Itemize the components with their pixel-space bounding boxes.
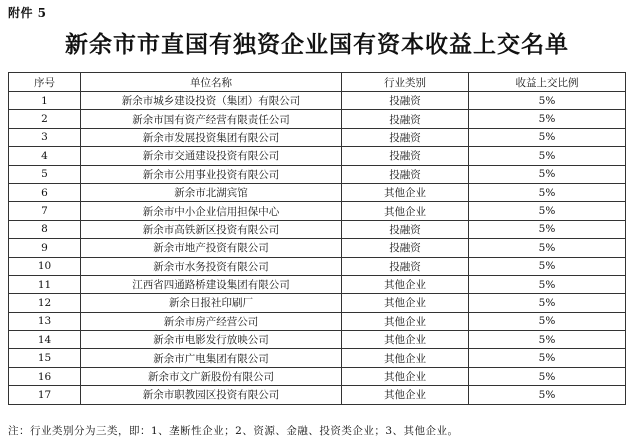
cell-industry: 其他企业 (342, 349, 469, 367)
cell-ratio: 5% (469, 275, 626, 293)
cell-seq: 16 (9, 367, 81, 385)
cell-seq: 14 (9, 331, 81, 349)
cell-seq: 5 (9, 165, 81, 183)
cell-seq: 4 (9, 147, 81, 165)
cell-ratio: 5% (469, 165, 626, 183)
attachment-label: 附件 5 (8, 6, 47, 20)
cell-industry: 投融资 (342, 165, 469, 183)
cell-ratio: 5% (469, 386, 626, 404)
cell-industry: 投融资 (342, 239, 469, 257)
cell-industry: 其他企业 (342, 312, 469, 330)
table-row (9, 239, 626, 257)
cell-seq: 2 (9, 110, 81, 128)
table-row (9, 110, 626, 128)
cell-ratio: 5% (469, 92, 626, 110)
cell-unit-name: 新余市广电集团有限公司 (81, 349, 342, 367)
cell-seq: 17 (9, 386, 81, 404)
footnote: 注：行业类别分为三类，即：1、垄断性企业；2、资源、金融、投资类企业；3、其他企业。 (8, 425, 459, 437)
cell-unit-name: 新余市地产投资有限公司 (81, 239, 342, 257)
cell-unit-name: 新余市北湖宾馆 (81, 183, 342, 201)
cell-ratio: 5% (469, 294, 626, 312)
cell-unit-name: 新余市交通建设投资有限公司 (81, 147, 342, 165)
cell-seq: 15 (9, 349, 81, 367)
cell-unit-name: 新余市房产经营公司 (81, 312, 342, 330)
cell-unit-name: 新余市国有资产经营有限责任公司 (81, 110, 342, 128)
cell-industry: 其他企业 (342, 294, 469, 312)
cell-seq: 7 (9, 202, 81, 220)
cell-seq: 9 (9, 239, 81, 257)
cell-ratio: 5% (469, 312, 626, 330)
cell-ratio: 5% (469, 128, 626, 146)
table-row (9, 147, 626, 165)
cell-ratio: 5% (469, 331, 626, 349)
table-row (9, 331, 626, 349)
cell-unit-name: 新余市公用事业投资有限公司 (81, 165, 342, 183)
table-row (9, 183, 626, 201)
cell-ratio: 5% (469, 239, 626, 257)
cell-ratio: 5% (469, 367, 626, 385)
table-row (9, 128, 626, 146)
cell-ratio: 5% (469, 147, 626, 165)
cell-unit-name: 新余市城乡建设投资（集团）有限公司 (81, 92, 342, 110)
cell-unit-name: 新余市高铁新区投资有限公司 (81, 220, 342, 238)
header-seq: 序号 (9, 73, 81, 92)
cell-industry: 其他企业 (342, 331, 469, 349)
cell-seq: 6 (9, 183, 81, 201)
table-row (9, 92, 626, 110)
table-row (9, 220, 626, 238)
cell-industry: 投融资 (342, 110, 469, 128)
table-row (9, 349, 626, 367)
cell-seq: 1 (9, 92, 81, 110)
header-industry: 行业类别 (342, 73, 469, 92)
cell-unit-name: 新余市发展投资集团有限公司 (81, 128, 342, 146)
table-body (9, 92, 626, 405)
cell-seq: 12 (9, 294, 81, 312)
cell-ratio: 5% (469, 202, 626, 220)
table-header-row (9, 73, 626, 92)
cell-unit-name: 新余市中小企业信用担保中心 (81, 202, 342, 220)
cell-unit-name: 新余日报社印刷厂 (81, 294, 342, 312)
table-row (9, 312, 626, 330)
cell-ratio: 5% (469, 220, 626, 238)
table-row (9, 165, 626, 183)
cell-industry: 投融资 (342, 220, 469, 238)
cell-industry: 其他企业 (342, 367, 469, 385)
table-row (9, 202, 626, 220)
cell-industry: 投融资 (342, 257, 469, 275)
cell-ratio: 5% (469, 183, 626, 201)
cell-unit-name: 江西省四通路桥建设集团有限公司 (81, 275, 342, 293)
cell-unit-name: 新余市文广新股份有限公司 (81, 367, 342, 385)
cell-ratio: 5% (469, 257, 626, 275)
table-row (9, 257, 626, 275)
enterprise-table (8, 72, 626, 405)
cell-industry: 其他企业 (342, 202, 469, 220)
table-row (9, 294, 626, 312)
cell-industry: 其他企业 (342, 183, 469, 201)
document-title: 新余市市直国有独资企业国有资本收益上交名单 (65, 32, 569, 58)
header-ratio: 收益上交比例 (469, 73, 626, 92)
cell-ratio: 5% (469, 349, 626, 367)
cell-industry: 投融资 (342, 147, 469, 165)
cell-seq: 13 (9, 312, 81, 330)
table-row (9, 386, 626, 404)
cell-industry: 其他企业 (342, 386, 469, 404)
table-row (9, 367, 626, 385)
table-row (9, 275, 626, 293)
cell-seq: 3 (9, 128, 81, 146)
cell-industry: 投融资 (342, 128, 469, 146)
cell-unit-name: 新余市水务投资有限公司 (81, 257, 342, 275)
cell-seq: 10 (9, 257, 81, 275)
cell-seq: 8 (9, 220, 81, 238)
cell-unit-name: 新余市电影发行放映公司 (81, 331, 342, 349)
cell-industry: 投融资 (342, 92, 469, 110)
cell-seq: 11 (9, 275, 81, 293)
cell-ratio: 5% (469, 110, 626, 128)
cell-industry: 其他企业 (342, 275, 469, 293)
header-unit-name: 单位名称 (81, 73, 342, 92)
cell-unit-name: 新余市职教园区投资有限公司 (81, 386, 342, 404)
